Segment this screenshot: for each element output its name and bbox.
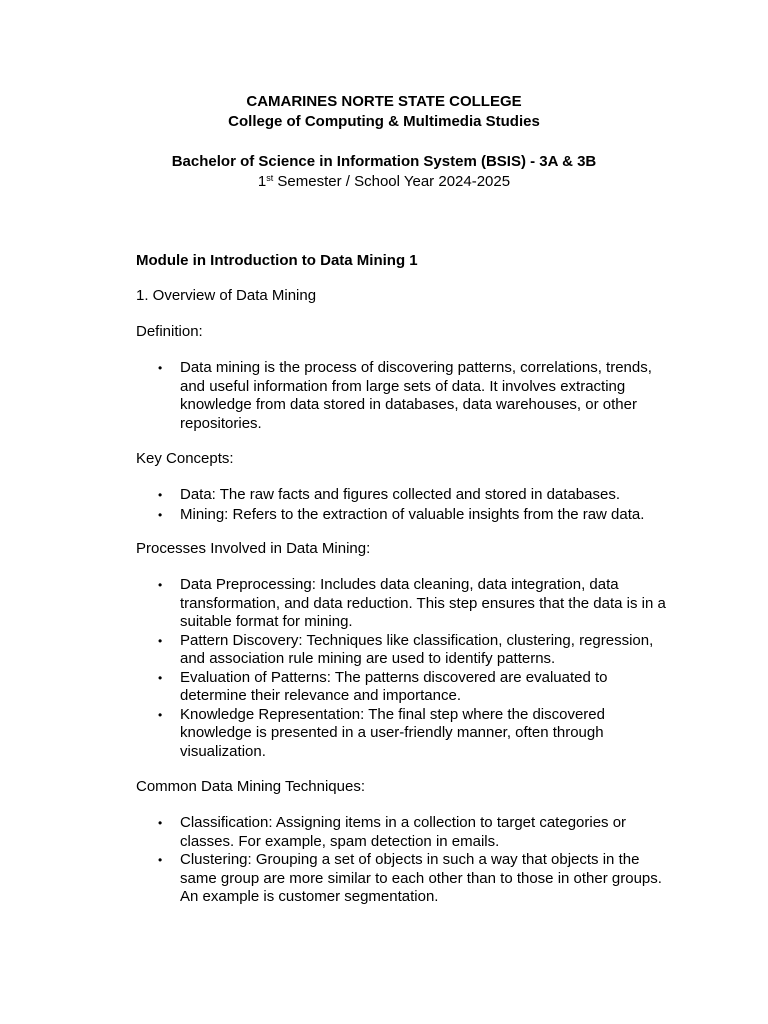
list-item-text: Mining: Refers to the extraction of valuable insights from the raw data. [180, 506, 645, 523]
semester-ordinal: st [266, 173, 274, 183]
list-item [136, 851, 676, 907]
list-item [136, 632, 676, 669]
list-item-text: Classification: Assigning items in a collection to target categories or classes. For example, spam detection in emails. [180, 814, 627, 850]
list-item [136, 486, 676, 505]
list-item [136, 359, 676, 433]
semester-line [0, 173, 768, 192]
bullet-icon: • [158, 670, 163, 685]
section-heading: 1. Overview of Data Mining [136, 287, 317, 304]
list-item [136, 669, 676, 706]
bullet-icon: • [158, 707, 163, 722]
list-item [136, 814, 676, 851]
list-item-text: Knowledge Representation: The final step where the discovered knowledge is presented in a user-friendly manner, often through visualization. [180, 705, 605, 760]
list-item-text: Data Preprocessing: Includes data cleaning, data integration, data transformation, and data reduction. This step ensures that the data is in a suitable format for mining. [180, 576, 666, 630]
college-name: College of Computing & Multimedia Studies [228, 113, 540, 130]
list-item-text: Pattern Discovery: Techniques like classification, clustering, regression, and association rule mining are used to identify patterns. [180, 631, 654, 667]
definition-list [136, 359, 676, 433]
program-name: Bachelor of Science in Information System (BSIS) - 3A & 3B [171, 153, 597, 170]
list-item [136, 506, 676, 525]
list-item-text: Clustering: Grouping a set of objects in such a way that objects in the same group are more similar to each other than to those in other groups. An example is customer segmentation. [180, 851, 662, 905]
bullet-icon: • [158, 578, 163, 592]
institution-name: CAMARINES NORTE STATE COLLEGE [246, 93, 522, 110]
techniques-list [136, 814, 676, 907]
key-concepts-list [136, 486, 676, 525]
list-item-text: Evaluation of Patterns: The patterns discovered are evaluated to determine their relevance and importance. [180, 668, 608, 704]
processes-label: Processes Involved in Data Mining: [136, 540, 371, 557]
bullet-icon: • [158, 816, 163, 830]
bullet-icon: • [158, 488, 163, 502]
techniques-label: Common Data Mining Techniques: [136, 778, 366, 795]
semester-number: 1 [257, 173, 267, 190]
bullet-icon: • [158, 633, 163, 648]
bullet-icon: • [158, 853, 163, 867]
list-item-text: Data mining is the process of discovering patterns, correlations, trends, and useful information from large sets of data. It involves extracting knowledge from data stored in databases, data warehouses, or other repositories. [180, 359, 652, 432]
module-title: Module in Introduction to Data Mining 1 [136, 252, 418, 269]
list-item [136, 706, 676, 762]
processes-list [136, 576, 676, 761]
list-item-text: Data: The raw facts and figures collected and stored in databases. [180, 486, 620, 503]
bullet-icon: • [158, 361, 163, 375]
key-concepts-label: Key Concepts: [136, 450, 234, 467]
semester-text: Semester / School Year 2024-2025 [273, 173, 511, 190]
list-item [136, 576, 676, 632]
bullet-icon: • [158, 508, 163, 522]
definition-label: Definition: [136, 323, 203, 340]
